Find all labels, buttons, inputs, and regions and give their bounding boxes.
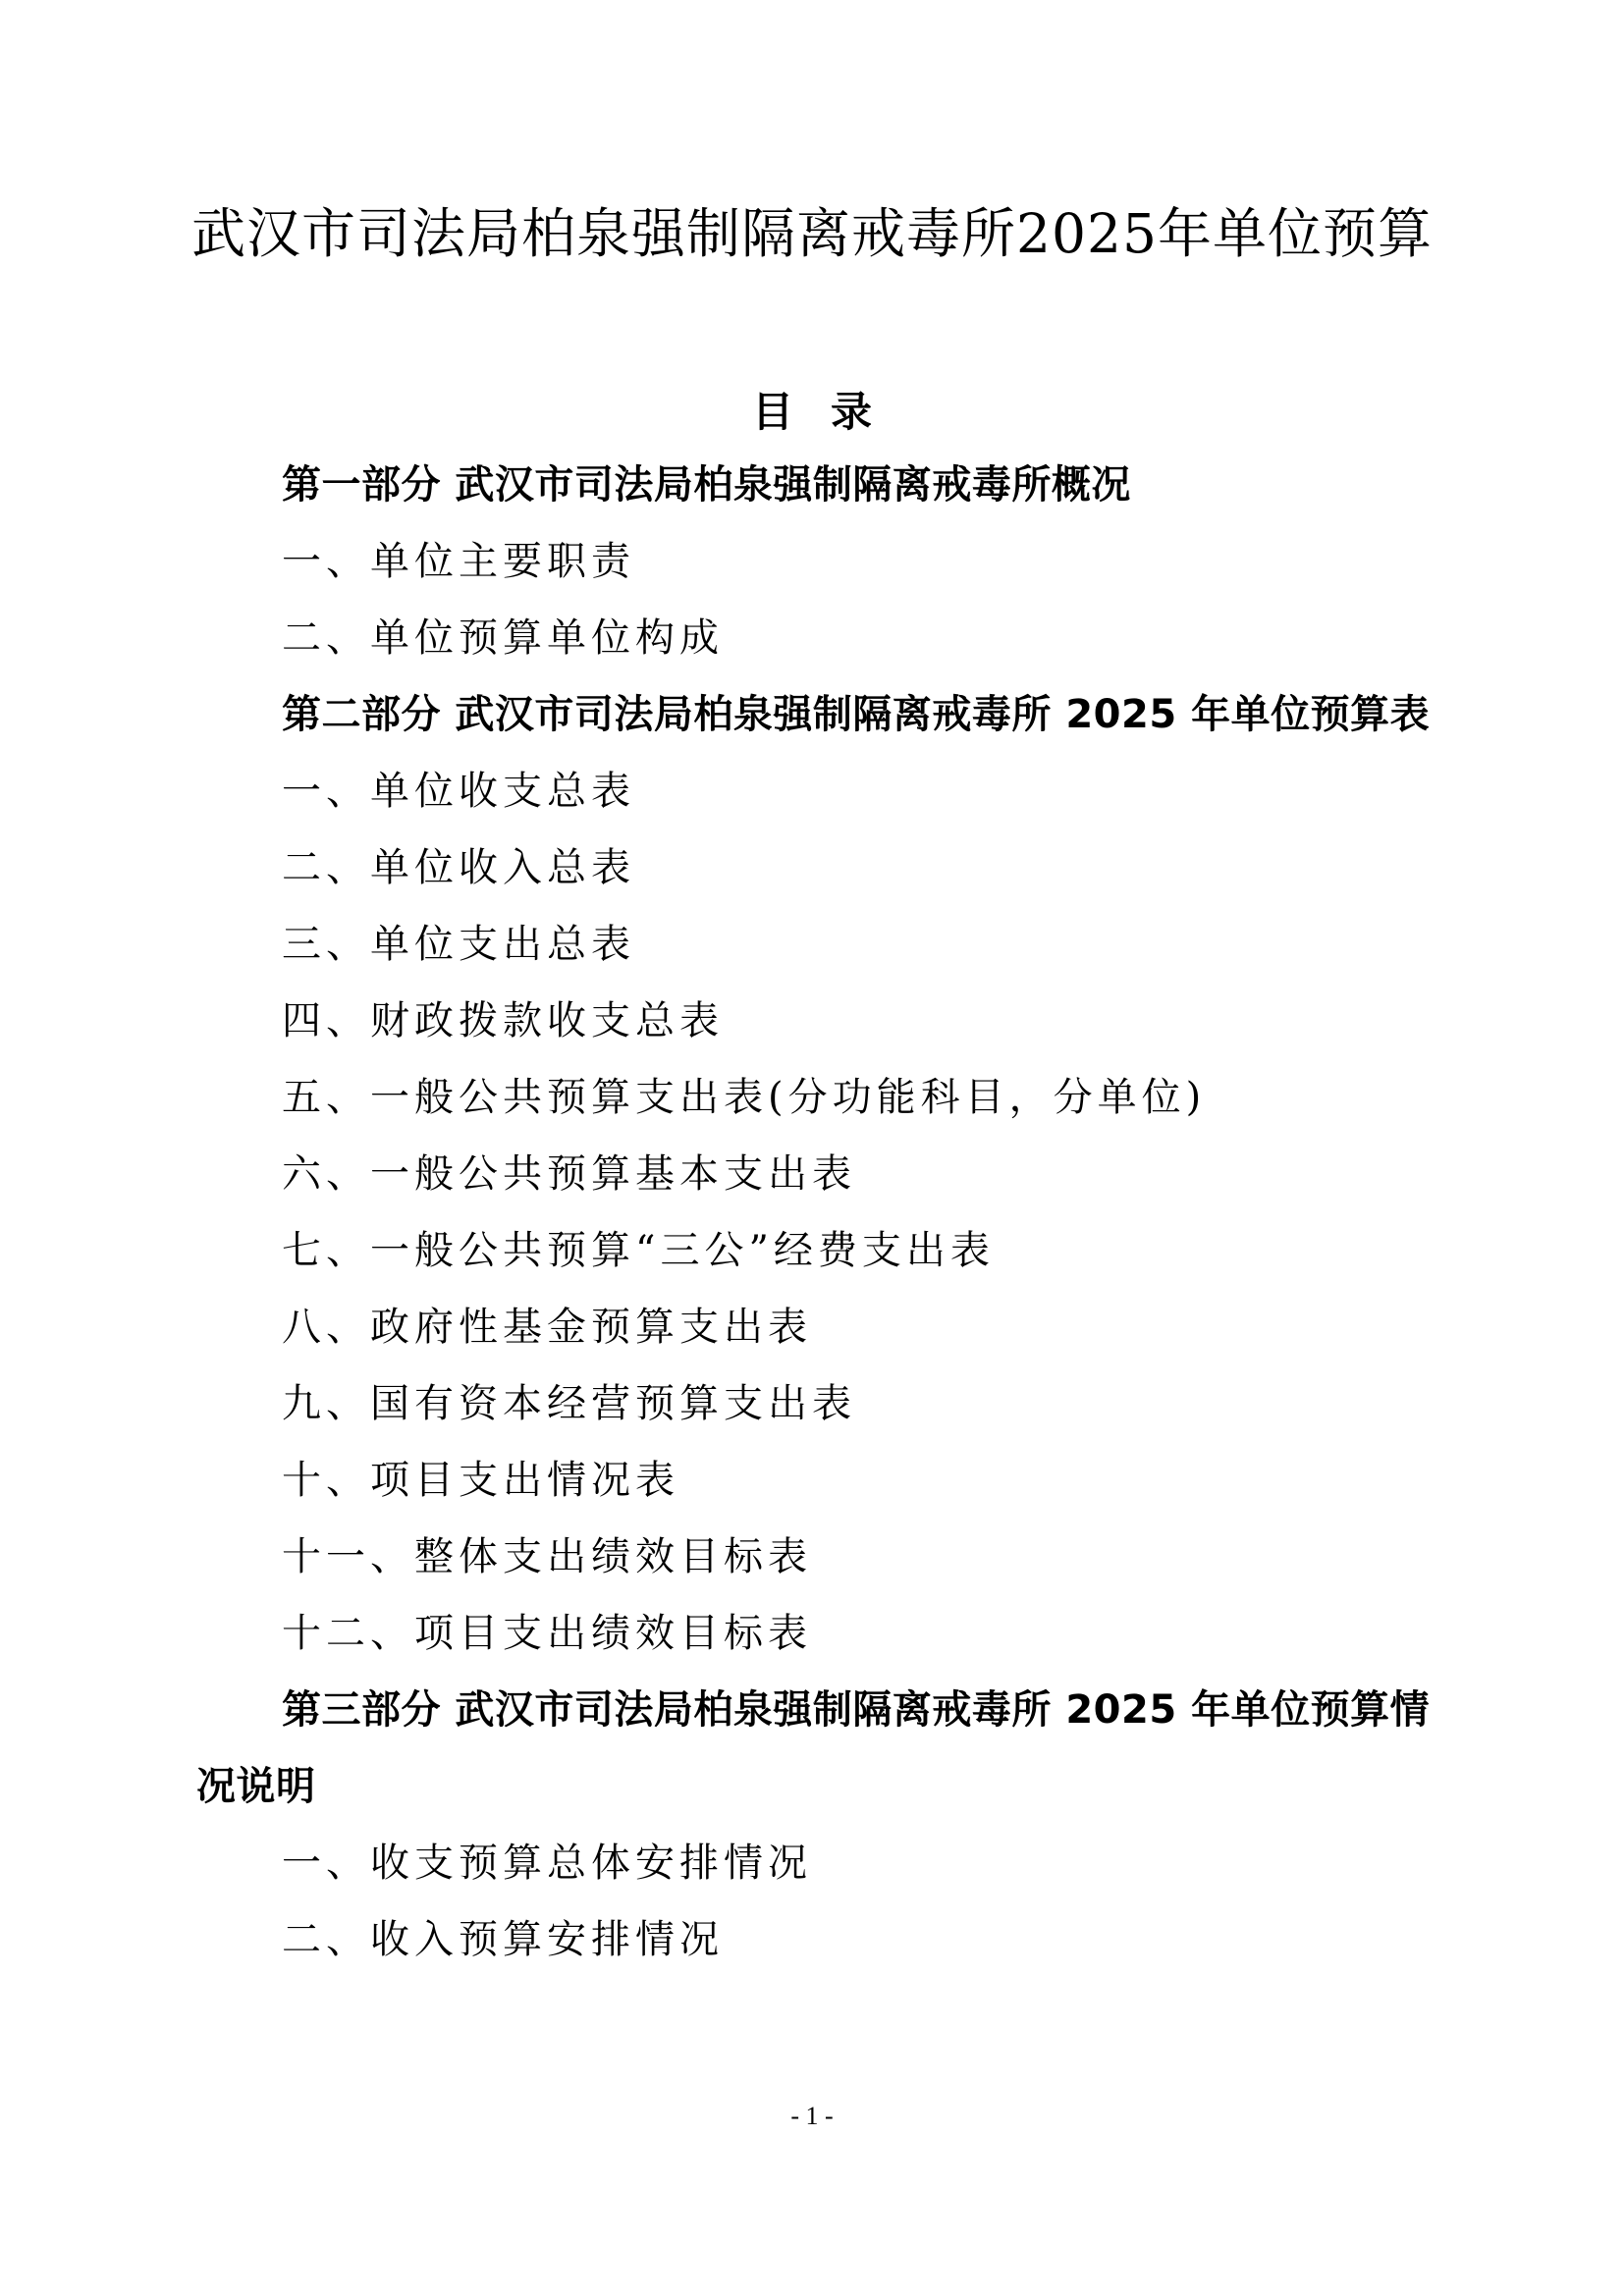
toc-item: 一、收支预算总体安排情况 xyxy=(282,1841,812,1886)
toc-part-2: 第二部分 武汉市司法局柏泉强制隔离戒毒所 2025 年单位预算表 xyxy=(282,692,1431,737)
toc-item: 十二、项目支出绩效目标表 xyxy=(282,1611,812,1656)
toc-item: 十、项目支出情况表 xyxy=(282,1458,679,1503)
toc-item: 八、政府性基金预算支出表 xyxy=(282,1305,812,1350)
toc-heading: 目录 xyxy=(751,388,909,436)
toc-item: 十一、整体支出绩效目标表 xyxy=(282,1534,812,1579)
table-of-contents xyxy=(196,447,1463,1978)
toc-item: 二、收入预算安排情况 xyxy=(282,1917,724,1962)
page-number: - 1 - xyxy=(790,2102,834,2130)
toc-part-1: 第一部分 武汉市司法局柏泉强制隔离戒毒所概况 xyxy=(282,462,1131,507)
toc-item: 七、一般公共预算“三公”经费支出表 xyxy=(282,1228,995,1273)
toc-item: 四、财政拨款收支总表 xyxy=(282,998,724,1043)
toc-item: 五、一般公共预算支出表(分功能科目，分单位) xyxy=(282,1075,1207,1120)
toc-item: 六、一般公共预算基本支出表 xyxy=(282,1151,856,1197)
toc-item: 二、单位预算单位构成 xyxy=(282,615,724,661)
toc-item: 一、单位主要职责 xyxy=(282,539,635,584)
toc-item: 三、单位支出总表 xyxy=(282,922,635,967)
toc-item: 九、国有资本经营预算支出表 xyxy=(282,1381,856,1426)
toc-part-3: 第三部分 武汉市司法局柏泉强制隔离戒毒所 2025 年单位预算情况说明 xyxy=(196,1687,1431,1809)
toc-item: 二、单位收入总表 xyxy=(282,845,635,890)
toc-item: 一、单位收支总表 xyxy=(282,769,635,814)
document-title: 武汉市司法局柏泉强制隔离戒毒所2025年单位预算 xyxy=(191,202,1433,265)
